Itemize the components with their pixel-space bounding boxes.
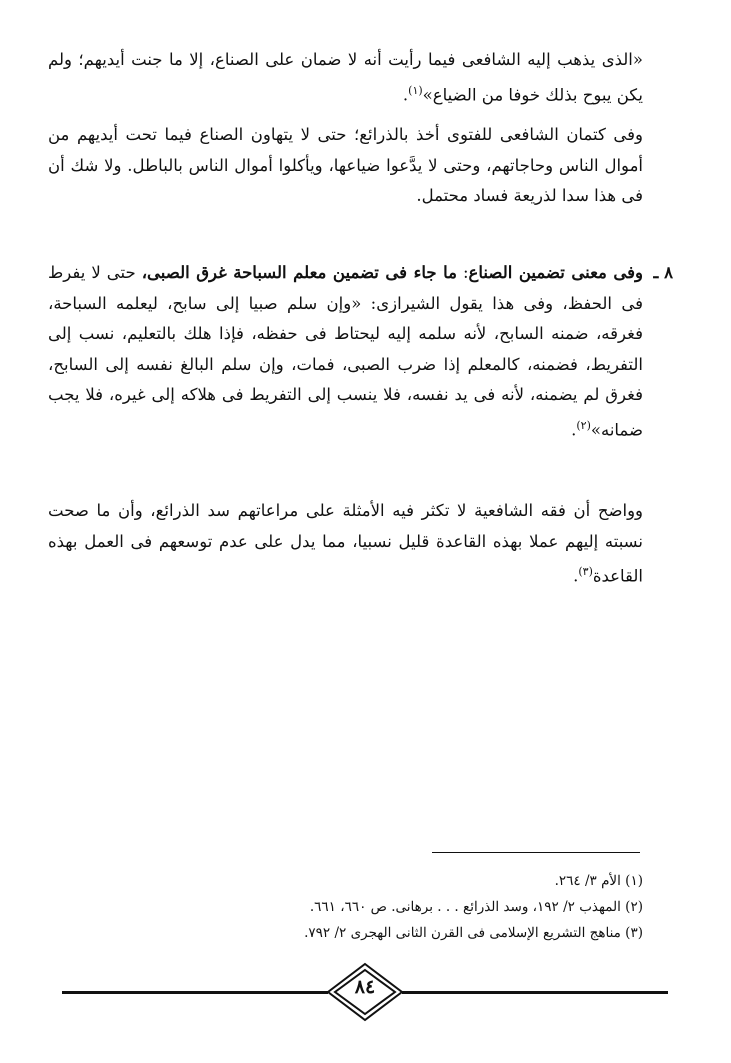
- footnote-3: (٣) مناهج التشريع الإسلامى فى القرن الثانى الهجرى ٢/ ٧٩٢.: [304, 925, 643, 941]
- paragraph-text: وواضح أن فقه الشافعية لا تكثر فيه الأمثلة على مراعاتهم سد الذرائع، وأن ما صحت نسبته إليهم عملا بهذه القاعدة قليل نسبيا، مما يدل على عدم توسعهم فى العمل بهذه القاعدة: [48, 501, 643, 586]
- paragraph-text: حتى لا يفرط فى الحفظ، وفى هذا يقول الشيرازى: «وإن سلم صبيا إلى سابح، ليعلمه السباحة، فغرقه، ضمنه السابح، لأنه سلمه إليه ليحتاط فى حفظه، فإذا هلك بالتعليم، نسب إلى التفريط، فضمنه، كالمعلم إذا ضرب الصبى، فمات، وإن سلم البالغ نفسه إلى السابح، فغرق لم يضمنه، لأنه فى يد نفسه، فلا ينسب إلى التفريط فى هلاكه إلى غيره، فلا يجب ضمانه»: [48, 263, 643, 439]
- item-subject: ما جاء فى تضمين معلم السباحة غرق الصبى،: [141, 263, 457, 282]
- paragraph-text: «الذى يذهب إليه الشافعى فيما رأيت أنه لا ضمان على الصناع، إلا ما جنت أيديهم؛ ولم يكن يبوح بذلك خوفا من الضياع»: [48, 50, 643, 104]
- paragraph-quote-shafii: «الذى يذهب إليه الشافعى فيما رأيت أنه لا ضمان على الصناع، إلا ما جنت أيديهم؛ ولم يكن يبوح بذلك خوفا من الضياع»$^{(١)}$.: [48, 50, 643, 104]
- paragraph-conclusion: وواضح أن فقه الشافعية لا تكثر فيه الأمثلة على مراعاتهم سد الذرائع، وأن ما صحت نسبته إليهم عملا بهذه القاعدة قليل نسبيا، مما يدل على عدم توسعهم فى العمل بهذه القاعدة$^{(٣)}$.: [48, 501, 643, 586]
- paragraph-concealment: [48, 120, 643, 212]
- item-number: ٨ ـ: [653, 263, 673, 282]
- item-heading: وفى معنى تضمين الصناع: [468, 263, 643, 282]
- footnote-2: (٢) المهذب ٢/ ١٩٢، وسد الذرائع . . . برهانى. ص ٦٦٠، ٦٦١.: [309, 899, 643, 915]
- paragraph-item-8: ٨ ـ وفى معنى تضمين الصناع: ما جاء فى تضمين معلم السباحة غرق الصبى، حتى لا يفرط فى الحفظ، وفى هذا يقول الشيرازى: «وإن سلم صبيا إلى سابح، ليعلمه السباحة، فغرقه، ضمنه السابح، لأنه سلمه إليه ليحتاط فى حفظه، فإذا هلك بالتعليم، نسب إلى التفريط، فضمنه، كالمعلم إذا ضرب الصبى، فمات، وإن سلم البالغ نفسه إلى السابح، فغرق لم يضمنه، لأنه فى يد نفسه، فلا ينسب إلى التفريط فى هلاكه إلى غيره، فلا يجب ضمانه»$^{(٢)}$.: [48, 258, 643, 446]
- footnote-divider: [432, 852, 640, 853]
- footnote-ref-1: (١): [408, 83, 423, 97]
- page-footer-rule-right: [402, 991, 668, 994]
- footnote-ref-3: (٣): [578, 565, 593, 578]
- page-footer-rule-left: [62, 991, 328, 994]
- footnotes: [100, 868, 643, 946]
- paragraph-text: وفى كتمان الشافعى للفتوى أخذ بالذرائع؛ حتى لا يتهاون الصناع فيما تحت أيديهم من أموال الناس وحاجاتهم، وحتى لا يدَّعوا ضياعها، ويأكلوا أموال الناس بالباطل. ولا شك أن فى هذا سدا لذريعة فساد محتمل.: [48, 125, 643, 205]
- heading-colon: :: [456, 263, 469, 282]
- footnote-ref-2: (٢): [576, 418, 591, 432]
- page-number: ٨٤: [354, 976, 376, 998]
- footnote-1: (١) الأم ٣/ ٢٦٤.: [554, 873, 643, 889]
